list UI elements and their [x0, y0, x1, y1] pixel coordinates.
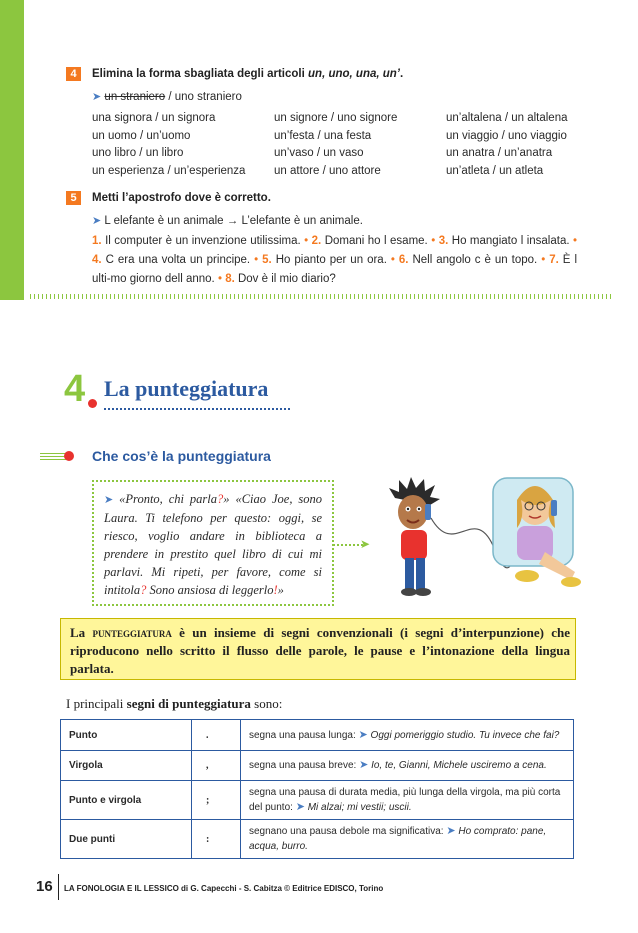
- item-number: 5.: [262, 254, 272, 266]
- boy-figure-icon: [389, 477, 440, 596]
- ex4-item: un uomo / un’uomo: [92, 129, 191, 142]
- dotted-arrow: [333, 544, 363, 546]
- item-number: 4.: [92, 254, 102, 266]
- section-subtitle: Che cos’è la punteggiatura: [92, 448, 271, 464]
- sign-symbol: .: [192, 720, 241, 751]
- definition-term: punteggiatura: [92, 625, 172, 640]
- desc-text: segna una pausa lunga:: [249, 729, 356, 741]
- quote-part: Sono ansiosa di leggerlo: [146, 583, 274, 597]
- sign-name: Due punti: [61, 820, 192, 859]
- ex4-item: un’festa / una festa: [274, 129, 372, 142]
- quote-mark: !: [273, 583, 278, 597]
- item-number: 7.: [549, 254, 559, 266]
- desc-example: Mi alzai; mi vestii; uscii.: [307, 802, 412, 813]
- triangle-bullet-icon: ➤: [92, 91, 102, 103]
- ex4-item: uno libro / un libro: [92, 147, 184, 159]
- ex4-title-articles: un, uno, una, un’: [308, 68, 400, 80]
- item-number: 2.: [311, 235, 322, 247]
- item-text: Nell angolo c è un topo.: [412, 254, 538, 266]
- sign-description: segna una pausa breve: ➤ Io, te, Gianni, Michele usciremo a cena.: [241, 751, 574, 781]
- signs-intro: [66, 696, 282, 712]
- red-dot-icon: [88, 399, 97, 408]
- exercise-5-example: [92, 214, 363, 227]
- item-number: 3.: [438, 235, 449, 247]
- ex4-item: un attore / uno attore: [274, 164, 381, 177]
- page-number: 16: [36, 878, 53, 895]
- section-title: La punteggiatura: [104, 376, 269, 401]
- sign-symbol: ,: [192, 751, 241, 781]
- item-text: Ho pianto per un ora.: [275, 254, 387, 266]
- quote-part: »: [277, 583, 284, 597]
- punctuation-table: [60, 719, 574, 859]
- green-sidebar: [0, 0, 24, 300]
- item-number: 6.: [398, 254, 409, 266]
- table-row: [61, 781, 574, 820]
- ex5-example-text: L elefante è un animale → L’elefante è un animale.: [104, 215, 363, 227]
- quote-part: » «Ciao Joe, sono Laura. Ti telefono per questo: oggi, se riesco, voglio andare in biblioteca a prendere in prestito quel libro di cui mi parlavi. Mi ripeti, per favore, come si intitola: [104, 492, 322, 597]
- item-text: C era una volta un principe.: [105, 254, 251, 266]
- ex4-item: un’vaso / un vaso: [274, 147, 364, 159]
- ex4-item: un viaggio / uno viaggio: [446, 129, 567, 142]
- exercise-4-example: [92, 90, 242, 103]
- sign-name: Virgola: [61, 751, 192, 781]
- title-underline: [104, 408, 290, 410]
- desc-example: Ho comprato: pane, acqua, burro.: [249, 826, 547, 852]
- arrow-right-icon: ➤: [360, 537, 371, 551]
- intro-post: sono:: [250, 696, 283, 711]
- sign-name: Punto: [61, 720, 192, 751]
- dotted-divider: [30, 294, 614, 299]
- table-row: [61, 820, 574, 859]
- ex4-column-1: [92, 110, 245, 180]
- ex4-item: un’altalena / un altalena: [446, 112, 568, 124]
- definition-text: [70, 624, 570, 678]
- red-dot-icon: [64, 451, 74, 461]
- ex4-column-3: [446, 110, 568, 180]
- girl-figure-icon: [493, 478, 581, 587]
- item-number: 8.: [225, 273, 235, 285]
- ex4-item: un esperienza / un’esperienza: [92, 164, 246, 177]
- item-text: È l ulti-mo giorno dell anno.: [92, 254, 577, 285]
- desc-example: Oggi pomeriggio studio. Tu invece che fai?: [370, 729, 560, 741]
- sign-symbol: :: [192, 820, 241, 859]
- table-row: [61, 751, 574, 781]
- item-text: Ho mangiato l insalata.: [451, 235, 570, 247]
- ex4-item: un signore / uno signore: [274, 112, 398, 124]
- section-number: 4: [64, 368, 86, 410]
- sign-description: segna una pausa di durata media, più lunga della virgola, ma più corta del punto: ➤ Mi alzai; mi vestii; uscii.: [241, 781, 574, 820]
- item-number: 1.: [92, 235, 102, 247]
- definition-lead: La: [70, 625, 93, 640]
- ex4-example-struck: un straniero: [104, 91, 166, 103]
- footer-credit: LA FONOLOGIA E IL LESSICO di G. Capecchi - S. Cabitza © Editrice EDISCO, Torino: [64, 884, 384, 893]
- footer-divider: [58, 874, 59, 900]
- phone-call-illustration: [375, 460, 595, 610]
- desc-text: segnano una pausa debole ma significativa:: [249, 826, 444, 837]
- ex4-title-text: Elimina la forma sbagliata degli articoli: [92, 68, 309, 80]
- item-text: Domani ho l esame.: [324, 235, 428, 247]
- exercise-4-title: [92, 68, 403, 80]
- intro-bold: segni di punteggiatura: [126, 696, 251, 711]
- ex4-item: un anatra / un’anatra: [446, 147, 553, 159]
- definition-rest: è un insieme di segni convenzionali (i segni d’interpunzione) che riproducono nello scritto il flusso delle parole, le pause e l’intonazione della lingua parlata.: [70, 625, 571, 676]
- ex4-title-end: .: [400, 68, 404, 80]
- triangle-bullet-icon: ➤: [104, 494, 114, 506]
- table-row: [61, 720, 574, 751]
- quote-part: «Pronto, chi parla: [119, 492, 218, 506]
- exercise-5-items: 1. Il computer è un invenzione utilissima. • 2. Domani ho l esame. • 3. Ho mangiato l insalata. • 4. C era una volta un principe. • 5. Ho pianto per un ora. • 6. Nell angolo c è un topo. • 7. È l ulti-mo giorno dell anno. • 8. Dov è il mio diario?: [92, 235, 578, 285]
- quote-mark: ?: [140, 583, 147, 597]
- sign-name: Punto e virgola: [61, 781, 192, 820]
- quote-mark: ?: [217, 492, 224, 506]
- desc-example: Io, te, Gianni, Michele usciremo a cena.: [371, 760, 547, 771]
- desc-text: segna una pausa breve:: [249, 760, 357, 771]
- triangle-bullet-icon: ➤: [92, 215, 102, 227]
- ex4-item: un’atleta / un atleta: [446, 164, 544, 177]
- ex4-item: una signora / un signora: [92, 112, 216, 124]
- item-text: Il computer è un invenzione utilissima.: [105, 235, 301, 247]
- quote-text: [104, 490, 322, 599]
- exercise-5-title: Metti l’apostrofo dove è corretto.: [92, 192, 271, 204]
- item-text: Dov è il mio diario?: [237, 273, 336, 285]
- exercise-4-number: 4: [66, 67, 81, 81]
- exercise-5-number: 5: [66, 191, 81, 205]
- desc-text: segna una pausa di durata media, più lunga della virgola, ma più corta del punto:: [249, 787, 561, 813]
- sign-description: segnano una pausa debole ma significativa: ➤ Ho comprato: pane, acqua, burro.: [241, 820, 574, 859]
- intro-pre: I principali: [66, 696, 127, 711]
- ex4-example-rest: / uno straniero: [165, 91, 242, 103]
- sign-description: segna una pausa lunga: ➤ Oggi pomeriggio studio. Tu invece che fai?: [241, 720, 574, 751]
- ex4-column-2: [274, 110, 397, 180]
- sign-symbol: ;: [192, 781, 241, 820]
